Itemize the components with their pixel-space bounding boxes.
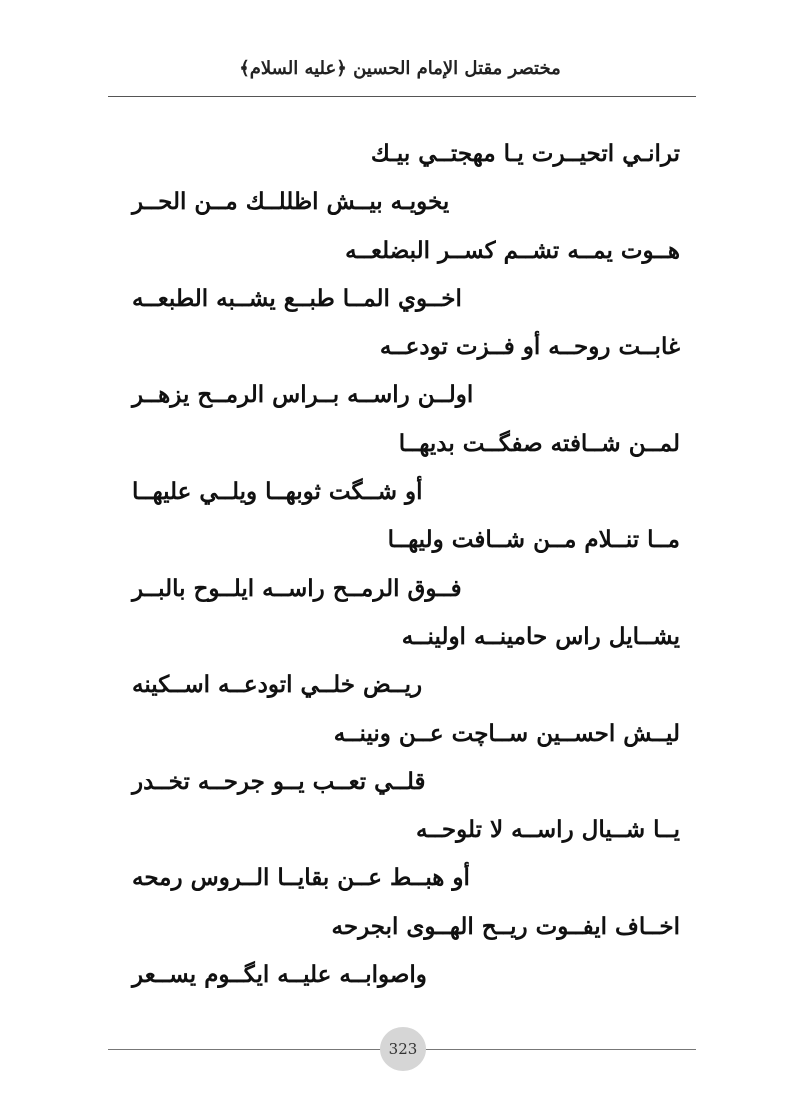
poem-line: ترانـي اتحيــرت يـا مهجتــي بيـك xyxy=(370,140,680,167)
poem-line: يشــايل راس حامينــه اولينــه xyxy=(401,622,680,650)
poem-line: اولــن راســه بــراس الرمــح يزهــر xyxy=(132,381,474,409)
running-header: مختصر مقتل الإمام الحسين ﴿عليه السلام﴾ xyxy=(239,58,561,79)
poem-line: اخــاف ايفــوت ريــح الهــوى ابجرحه xyxy=(331,912,680,940)
poem-line: لمــن شــافته صفگــت بديهــا xyxy=(398,429,680,457)
poem-line: فــوق الرمــح راســه ايلــوح بالبــر xyxy=(132,574,462,602)
poem-line: أو هبــط عــن بقايــا الــروس رمحه xyxy=(132,864,470,892)
poem-line: يخويـه بيــش اظللــك مــن الحــر xyxy=(132,188,450,216)
poem-line: مــا تنــلام مــن شــافت وليهــا xyxy=(387,526,680,554)
poem-line: واصوابــه عليــه ايگــوم يســعر xyxy=(132,961,427,989)
header-divider xyxy=(108,96,696,97)
poem-line: ليــش احســين ســاچت عــن ونينــه xyxy=(333,719,680,747)
poem-line: قلــي تعــب يــو جرحــه تخــدر xyxy=(132,767,426,795)
poem-line: يــا شــيال راســه لا تلوحــه xyxy=(416,816,680,844)
page-number-badge: 323 xyxy=(380,1027,426,1071)
poem-line: هــوت يمــه تشــم كســر البضلعــه xyxy=(345,236,680,264)
poem-line: ريــض خلــي اتودعــه اســكينه xyxy=(132,671,423,699)
poem-line: غابــت روحــه أو فــزت تودعــه xyxy=(379,333,680,361)
poem-line: اخــوي المــا طبــع يشــبه الطبعــه xyxy=(132,284,462,312)
poem-body xyxy=(110,130,680,1000)
poem-line: أو شــگت ثوبهــا ويلــي عليهــا xyxy=(132,478,423,506)
